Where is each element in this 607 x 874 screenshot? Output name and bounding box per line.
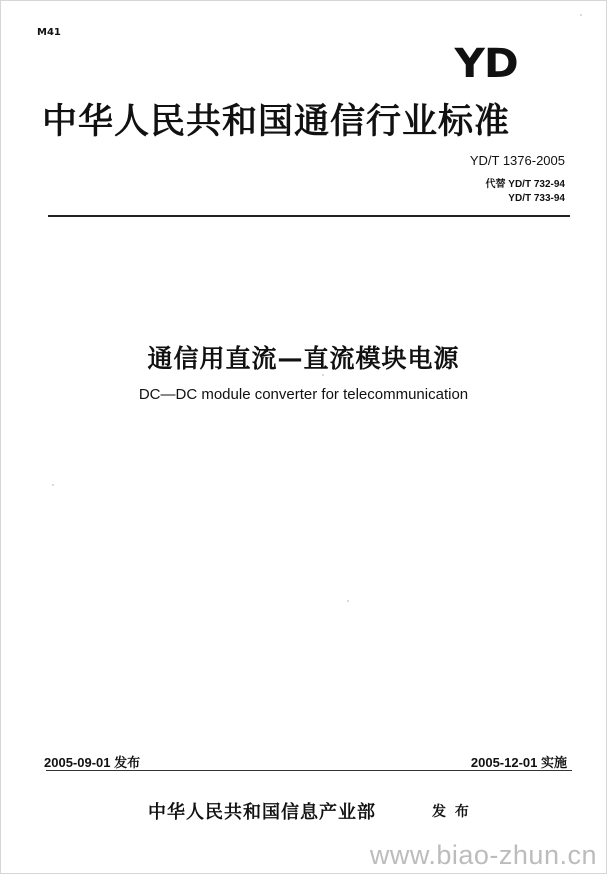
publish-label: 发 布	[432, 804, 471, 820]
publisher-name: 中华人民共和国信息产业部	[148, 802, 376, 823]
issue-date: 2005-09-01 发布	[44, 755, 141, 770]
document-title-en: DC—DC module converter for telecommunication	[138, 386, 469, 403]
replaces-standard-2: YD/T 733-94	[508, 193, 565, 204]
footer-divider	[46, 770, 572, 771]
standard-number: YD/T 1376-2005	[469, 153, 565, 168]
standard-title: 中华人民共和国通信行业标准	[42, 102, 511, 142]
replaces-standard: 代替 YD/T 732-94	[485, 179, 565, 190]
scan-speck	[52, 484, 54, 486]
scan-speck	[347, 600, 349, 602]
watermark: www.biao-zhun.cn	[369, 840, 597, 870]
scan-speck	[580, 14, 582, 16]
classification-code: M41	[37, 27, 61, 38]
document-title-cn: 通信用直流—直流模块电源	[147, 344, 460, 373]
yd-logo: YD	[454, 41, 518, 87]
implementation-date: 2005-12-01 实施	[470, 755, 567, 770]
scan-speck	[322, 374, 324, 376]
header-divider	[48, 215, 570, 217]
